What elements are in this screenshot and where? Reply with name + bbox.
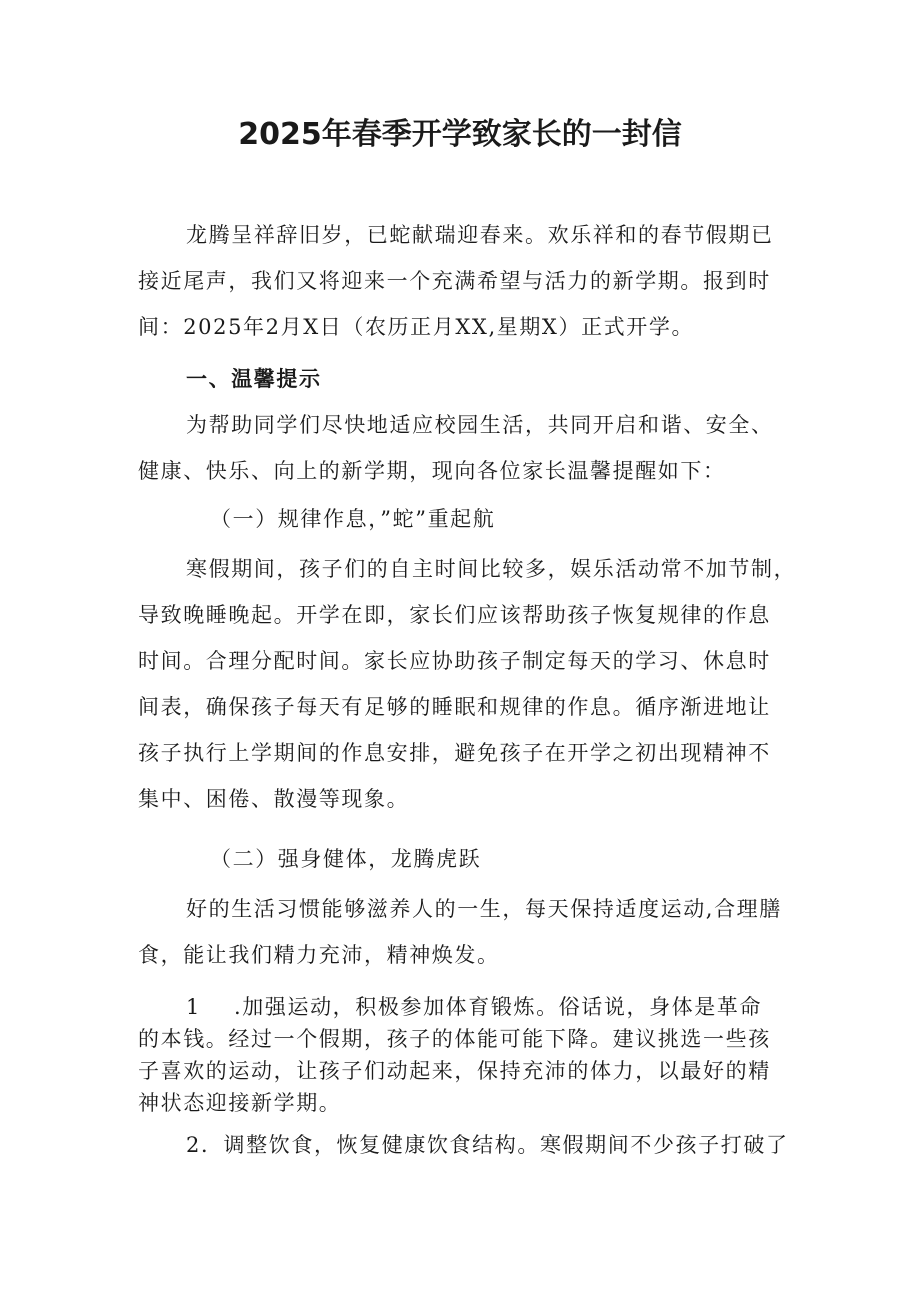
paragraph-line: 健康、快乐、向上的新学期，现向各位家长温馨提醒如下： xyxy=(138,459,726,483)
section-heading xyxy=(138,356,802,402)
list-item-number: 1 xyxy=(186,995,201,1019)
sleep-paragraph xyxy=(138,546,802,822)
subsection-heading xyxy=(138,496,802,542)
paragraph-line: 神状态迎接新学期。 xyxy=(138,1091,342,1115)
paragraph-line: 子喜欢的运动，让孩子们动起来，保持充沛的体力，以最好的精 xyxy=(138,1059,771,1083)
paragraph-line: 寒假期间，孩子们的自主时间比较多，娱乐活动常不加节制， xyxy=(186,557,797,581)
section-intro-paragraph xyxy=(138,402,802,494)
subsection-heading xyxy=(138,836,802,882)
health-paragraph xyxy=(138,886,802,978)
paragraph-line: 时间。合理分配时间。家长应协助孩子制定每天的学习、休息时 xyxy=(138,649,771,673)
paragraph-line: 间：2025年2月X日（农历正月XX,星期X）正式开学。 xyxy=(138,315,695,339)
paragraph-line: 集中、困倦、散漫等现象。 xyxy=(138,787,410,811)
list-item-exercise xyxy=(138,991,802,1119)
intro-paragraph xyxy=(138,212,802,350)
section-heading-text: 一、温馨提示 xyxy=(186,367,322,391)
subsection-heading-text: （一）规律作息，”蛇”重起航 xyxy=(210,507,496,531)
list-item-first-line xyxy=(138,991,802,1023)
paragraph-line: 接近尾声，我们又将迎来一个充满希望与活力的新学期。报到时 xyxy=(138,269,771,293)
paragraph-line: 导致晚睡晚起。开学在即，家长们应该帮助孩子恢复规律的作息 xyxy=(138,603,771,627)
subsection-heading-text: （二）强身健体，龙腾虎跃 xyxy=(210,847,482,871)
paragraph-line: 食，能让我们精力充沛，精神焕发。 xyxy=(138,943,500,967)
list-item-diet xyxy=(138,1122,802,1168)
paragraph-line: 的本钱。经过一个假期，孩子的体能可能下降。建议挑选一些孩 xyxy=(138,1027,771,1051)
paragraph-line: 好的生活习惯能够滋养人的一生，每天保持适度运动,合理膳 xyxy=(186,897,782,921)
paragraph-line: 2．调整饮食，恢复健康饮食结构。寒假期间不少孩子打破了 xyxy=(186,1133,789,1157)
paragraph-line: 为帮助同学们尽快地适应校园生活，共同开启和谐、安全、 xyxy=(186,413,774,437)
paragraph-line: 龙腾呈祥辞旧岁，已蛇献瑞迎春来。欢乐祥和的春节假期已 xyxy=(186,223,774,247)
paragraph-line: 孩子执行上学期间的作息安排，避免孩子在开学之初出现精神不 xyxy=(138,741,771,765)
paragraph-line: 间表，确保孩子每天有足够的睡眠和规律的作息。循序渐进地让 xyxy=(138,695,771,719)
list-item-text: .加强运动，积极参加体育锻炼。俗话说，身体是革命 xyxy=(234,995,763,1019)
document-title: 2025年春季开学致家长的一封信 xyxy=(238,117,682,152)
